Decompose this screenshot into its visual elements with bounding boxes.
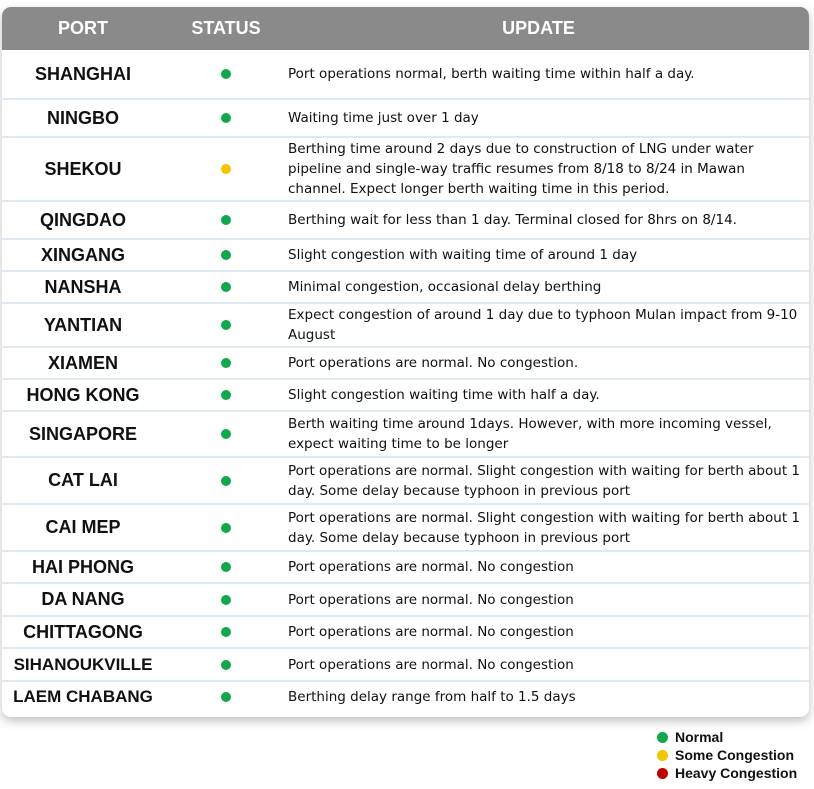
port-name: YANTIAN	[43, 314, 123, 335]
table-row	[2, 647, 809, 680]
status-dot-icon	[221, 113, 231, 123]
port-name: XINGANG	[40, 244, 125, 265]
status-dot-icon	[221, 660, 231, 670]
status-cell	[164, 692, 288, 702]
status-cell	[164, 215, 288, 225]
port-name: SHEKOU	[44, 158, 122, 179]
update-text: Slight congestion with waiting time of around 1 day	[288, 247, 638, 263]
status-cell	[164, 660, 288, 670]
update-text: Port operations are normal. No congestion.	[288, 355, 579, 371]
status-dot-icon	[221, 320, 231, 330]
table-row	[2, 550, 809, 582]
table-row	[2, 98, 809, 136]
table-row	[2, 456, 809, 503]
legend-label: Normal	[675, 729, 724, 745]
update-text: Port operations are normal. No congestion	[288, 591, 574, 608]
table-row	[2, 503, 809, 550]
port-name: HONG KONG	[26, 384, 140, 405]
table-row	[2, 615, 809, 647]
table-row	[2, 238, 809, 270]
update-text: Berthing wait for less than 1 day. Terminal closed for 8hrs on 8/14.	[288, 212, 737, 228]
port-name: CAI MEP	[45, 517, 121, 537]
status-cell	[164, 358, 288, 368]
status-cell	[164, 320, 288, 330]
status-dot-icon	[221, 627, 231, 637]
status-dot-icon	[221, 390, 231, 400]
status-dot-icon	[221, 215, 231, 225]
status-dot-icon	[221, 562, 231, 572]
legend-label: Heavy Congestion	[675, 765, 798, 781]
legend-label: Some Congestion	[675, 747, 795, 763]
table-row	[2, 410, 809, 456]
update-text: Minimal congestion, occasional delay berthing	[288, 279, 602, 295]
table-row	[2, 50, 809, 98]
status-cell	[164, 250, 288, 260]
status-dot-icon	[221, 523, 231, 533]
legend-item	[657, 746, 797, 764]
port-name: SHANGHAI	[34, 63, 131, 84]
status-cell	[164, 523, 288, 533]
status-dot-icon	[221, 358, 231, 368]
table-row	[2, 200, 809, 238]
status-dot-icon	[221, 692, 231, 702]
status-cell	[164, 476, 288, 486]
legend-item	[657, 728, 797, 746]
update-text: Port operations are normal. Slight congestion with waiting for berth about 1 day. Some delay because typhoon in previous port	[288, 462, 800, 499]
status-dot-icon	[221, 250, 231, 260]
port-name: QINGDAO	[39, 209, 126, 230]
port-name: DA NANG	[41, 589, 125, 609]
table-row	[2, 582, 809, 615]
status-cell	[164, 390, 288, 400]
status-dot-icon	[221, 429, 231, 439]
legend	[657, 728, 797, 782]
status-dot-icon	[221, 595, 231, 605]
table-row	[2, 378, 809, 410]
table-row	[2, 136, 809, 200]
port-name: HAI PHONG	[31, 556, 134, 577]
header-port: PORT	[57, 18, 108, 38]
update-text: Port operations are normal. No congestion	[288, 559, 574, 575]
port-status-table	[2, 7, 809, 717]
table-row	[2, 302, 809, 346]
table-body	[2, 50, 809, 712]
port-name: CHITTAGONG	[23, 621, 143, 642]
legend-dot-icon	[657, 750, 668, 761]
update-text: Berth waiting time around 1days. However, with more incoming vessel, expect waiting time to be longer	[288, 416, 772, 452]
update-text: Port operations are normal. No congestion	[288, 656, 574, 673]
status-cell	[164, 429, 288, 439]
legend-item	[657, 764, 797, 782]
status-dot-icon	[221, 282, 231, 292]
port-name: LAEM CHABANG	[13, 687, 153, 706]
status-dot-icon	[221, 164, 231, 174]
header-update: UPDATE	[502, 18, 575, 38]
status-dot-icon	[221, 69, 231, 79]
table-row	[2, 680, 809, 712]
port-name: NANSHA	[44, 276, 122, 297]
table-row	[2, 346, 809, 378]
legend-dot-icon	[657, 732, 668, 743]
status-cell	[164, 69, 288, 79]
table-header	[2, 7, 809, 50]
status-cell	[164, 164, 288, 174]
status-dot-icon	[221, 476, 231, 486]
port-name: SINGAPORE	[28, 423, 138, 444]
status-cell	[164, 113, 288, 123]
update-text: Waiting time just over 1 day	[288, 110, 479, 126]
update-text: Berthing delay range from half to 1.5 days	[288, 689, 576, 705]
update-text: Expect congestion of around 1 day due to typhoon Mulan impact from 9-10 August	[288, 307, 798, 343]
status-cell	[164, 595, 288, 605]
status-cell	[164, 627, 288, 637]
update-text: Port operations normal, berth waiting time within half a day.	[288, 66, 695, 82]
update-text: Slight congestion waiting time with half a day.	[288, 387, 600, 403]
port-name: CAT LAI	[48, 470, 118, 490]
port-name: NINGBO	[47, 107, 119, 128]
legend-dot-icon	[657, 768, 668, 779]
table-row	[2, 270, 809, 302]
port-name: SIHANOUKVILLE	[13, 654, 153, 674]
port-name: XIAMEN	[47, 352, 118, 373]
update-text: Port operations are normal. Slight congestion with waiting for berth about 1 day. Some delay because typhoon in previous port	[288, 509, 800, 546]
update-text: Berthing time around 2 days due to construction of LNG under water pipeline and single-way traffic resumes from 8/18 to 8/24 in Mawan channel. Expect longer berth waiting time in this period.	[288, 141, 754, 197]
status-cell	[164, 282, 288, 292]
header-status: STATUS	[191, 18, 261, 38]
update-text: Port operations are normal. No congestion	[288, 624, 574, 640]
status-cell	[164, 562, 288, 572]
